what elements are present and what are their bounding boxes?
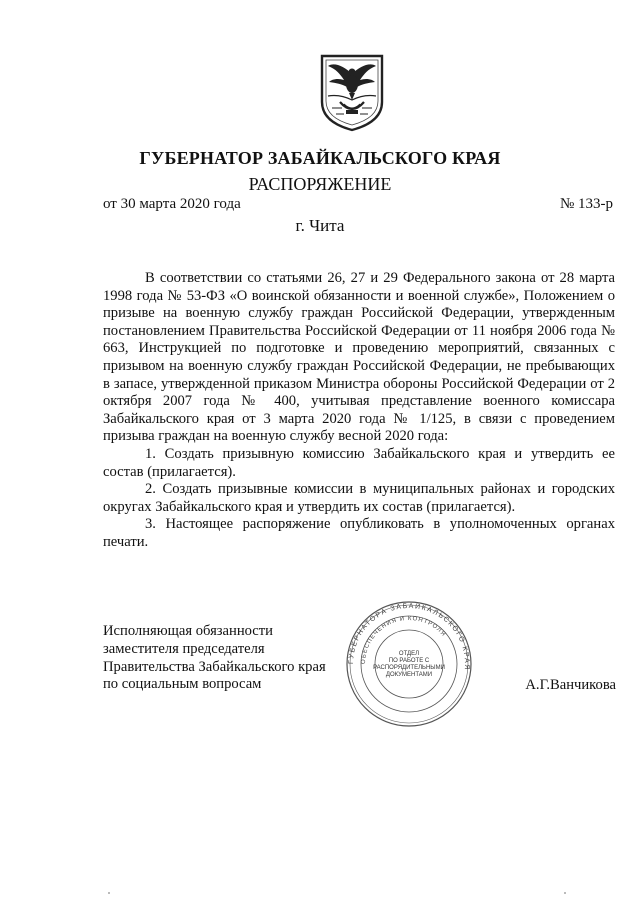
document-type: РАСПОРЯЖЕНИЕ <box>248 174 392 194</box>
stamp-line: РАСПОРЯДИТЕЛЬНЫМИ <box>373 665 445 671</box>
preamble-paragraph: В соответствии со статьями 26, 27 и 29 Федерального закона от 28 марта 1998 года № 53-ФЗ «О воинской обязанности и военной службе», Положением о призыве на военную службу граждан Российской Федерации, утвержденным постановлением Правительства Российской Федерации от 11 ноября 2006 года № 663, Инструкцией по подготовке и проведению мероприятий, связанных с призывом на военную службу граждан Российской Федерации, не пребывающих в запасе, утвержденной приказом Министра обороны Российской Федерации от 2 октября 2007 года № 400, учитывая представление военного комиссара Забайкальского края от 3 марта 2020 года № 1/125, в связи с проведением призыва граждан на военную службу весной 2020 года: <box>103 270 615 445</box>
scan-artifact <box>564 892 566 894</box>
issuer-title: ГУБЕРНАТОР ЗАБАЙКАЛЬСКОГО КРАЯ <box>139 148 501 168</box>
signatory-line: Исполняющая обязанности <box>103 623 273 639</box>
stamp-line: ДОКУМЕНТАМИ <box>385 672 433 678</box>
signatory-line: заместителя председателя <box>103 640 265 657</box>
signatory-position <box>103 623 326 694</box>
stamp-line: ПО РАБОТЕ С <box>388 658 430 664</box>
coat-of-arms-icon <box>316 52 388 132</box>
clause-3-paragraph: 3. Настоящее распоряжение опубликовать в уполномоченных органах печати. <box>103 516 615 550</box>
svg-text:ГУБЕРНАТОРА ЗАБАЙКАЛЬСКОГО КРА: ГУБЕРНАТОРА ЗАБАЙКАЛЬСКОГО КРАЯ <box>347 602 471 672</box>
scan-artifact <box>108 892 110 894</box>
document-city: г. Чита <box>295 216 345 235</box>
svg-text:ОБЕСПЕЧЕНИЯ И КОНТРОЛЯ: ОБЕСПЕЧЕНИЯ И КОНТРОЛЯ <box>360 615 447 665</box>
document-date: от 30 марта 2020 года <box>103 196 241 212</box>
signatory-name: А.Г.Ванчикова <box>525 677 616 693</box>
stamp-center-text <box>369 651 449 679</box>
document-number: № 133-р <box>559 196 613 212</box>
signatory-line: по социальным вопросам <box>103 676 262 693</box>
clause-2-paragraph: 2. Создать призывные комиссии в муниципальных районах и городских округах Забайкальского края и утвердить их состав (прилагается). <box>103 481 615 515</box>
signatory-line: Правительства Забайкальского края <box>103 658 326 675</box>
document-body <box>103 270 615 552</box>
stamp-line: ОТДЕЛ <box>398 651 420 657</box>
clause-1-paragraph: 1. Создать призывную комиссию Забайкальского края и утвердить ее состав (прилагается). <box>103 445 615 480</box>
